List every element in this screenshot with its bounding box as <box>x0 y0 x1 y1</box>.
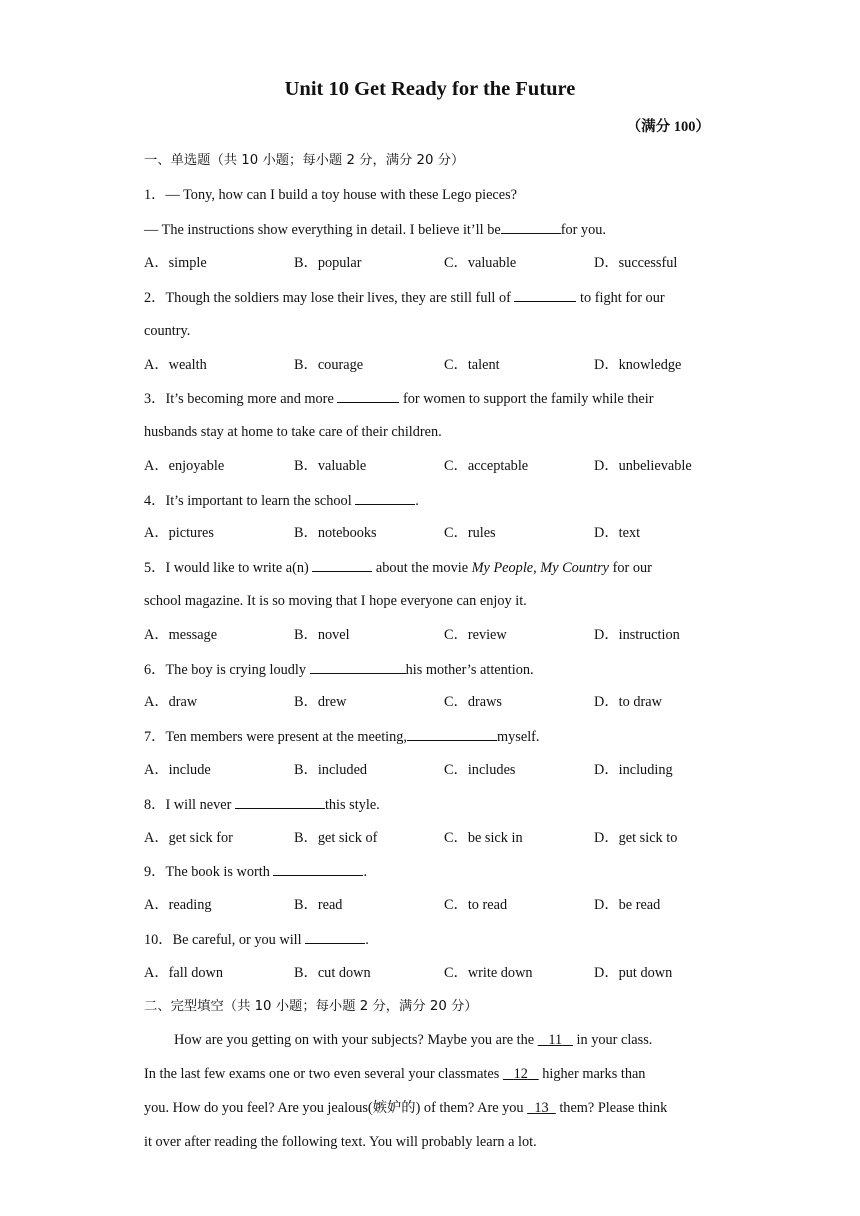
q6-option-d: D．to draw <box>594 694 662 710</box>
q10-option-c: C．write down <box>444 965 533 981</box>
question-1-reply: — The instructions show everything in detail. I believe it’ll be for you. <box>144 218 606 241</box>
q3-option-c: C．acceptable <box>444 458 529 474</box>
q7-option-a: A．include <box>144 762 211 778</box>
answer-blank <box>514 286 576 302</box>
answer-blank <box>235 793 325 809</box>
cloze-passage-line-3: you. How do you feel? Are you jealous(嫉妒的) of them? Are you 13 them? Please think <box>144 1100 668 1116</box>
q9-option-d: D．be read <box>594 897 661 913</box>
q1-option-d: D．successful <box>594 255 678 271</box>
q1-option-b: B．popular <box>294 255 362 271</box>
q5-option-b: B．novel <box>294 627 350 643</box>
question-2-stem-cont: country. <box>144 323 191 339</box>
cloze-passage-line-2: In the last few exams one or two even several your classmates 12 higher marks than <box>144 1066 646 1082</box>
q5-option-a: A．message <box>144 627 218 643</box>
q2-option-a: A．wealth <box>144 357 207 373</box>
question-9-stem: 9．The book is worth . <box>144 860 367 883</box>
question-3-stem-cont: husbands stay at home to take care of their children. <box>144 424 442 440</box>
answer-blank <box>407 725 497 741</box>
q5-option-c: C．review <box>444 627 507 643</box>
q4-option-c: C．rules <box>444 525 496 541</box>
answer-blank <box>501 218 561 234</box>
q5-option-d: D．instruction <box>594 627 680 643</box>
question-8-stem: 8．I will never this style. <box>144 793 380 816</box>
question-10-stem: 10．Be careful, or you will . <box>144 928 369 951</box>
q9-option-c: C．to read <box>444 897 508 913</box>
q7-option-c: C．includes <box>444 762 516 778</box>
q6-option-b: B．drew <box>294 694 347 710</box>
answer-blank <box>337 387 399 403</box>
answer-blank <box>273 860 363 876</box>
full-score-label: （满分 100） <box>626 119 710 135</box>
q4-option-a: A．pictures <box>144 525 214 541</box>
question-2-stem: 2．Though the soldiers may lose their lives, they are still full of to fight for our <box>144 286 665 309</box>
q3-option-b: B．valuable <box>294 458 367 474</box>
q6-option-a: A．draw <box>144 694 198 710</box>
q3-option-a: A．enjoyable <box>144 458 225 474</box>
q6-option-c: C．draws <box>444 694 502 710</box>
q4-option-b: B．notebooks <box>294 525 377 541</box>
question-1-stem: 1．— Tony, how can I build a toy house with these Lego pieces? <box>144 187 518 203</box>
question-4-stem: 4．It’s important to learn the school . <box>144 489 419 512</box>
q9-option-a: A．reading <box>144 897 212 913</box>
answer-blank <box>305 928 365 944</box>
cloze-blank-12: 12 <box>513 1066 528 1082</box>
q1-option-c: C．valuable <box>444 255 517 271</box>
section-heading-multiple-choice: 一、单选题（共 10 小题；每小题 2 分，满分 20 分） <box>144 153 465 168</box>
q10-option-a: A．fall down <box>144 965 224 981</box>
q3-option-d: D．unbelievable <box>594 458 692 474</box>
q8-option-c: C．be sick in <box>444 830 523 846</box>
question-5-stem: 5．I would like to write a(n) about the movie My People, My Country for our <box>144 556 652 579</box>
question-7-stem: 7．Ten members were present at the meeting, myself. <box>144 725 540 748</box>
q7-option-b: B．included <box>294 762 368 778</box>
answer-blank <box>310 658 406 674</box>
section-heading-cloze: 二、完型填空（共 10 小题；每小题 2 分，满分 20 分） <box>144 999 478 1014</box>
cloze-blank-13: 13 <box>534 1100 549 1116</box>
q10-option-b: B．cut down <box>294 965 371 981</box>
q2-option-b: B．courage <box>294 357 364 373</box>
q2-option-d: D．knowledge <box>594 357 682 373</box>
question-5-stem-cont: school magazine. It is so moving that I hope everyone can enjoy it. <box>144 593 527 609</box>
q8-option-a: A．get sick for <box>144 830 233 846</box>
cloze-passage-line-1: How are you getting on with your subjects? Maybe you are the 11 in your class. <box>174 1032 653 1048</box>
q9-option-b: B．read <box>294 897 343 913</box>
q1-option-a: A．simple <box>144 255 207 271</box>
q4-option-d: D．text <box>594 525 641 541</box>
question-6-stem: 6．The boy is crying loudly his mother’s attention. <box>144 658 534 681</box>
cloze-blank-11: 11 <box>548 1032 563 1048</box>
q7-option-d: D．including <box>594 762 673 778</box>
answer-blank <box>355 489 415 505</box>
q8-option-d: D．get sick to <box>594 830 678 846</box>
q10-option-d: D．put down <box>594 965 673 981</box>
cloze-passage-line-4: it over after reading the following text. You will probably learn a lot. <box>144 1134 537 1150</box>
q2-option-c: C．talent <box>444 357 500 373</box>
question-3-stem: 3．It’s becoming more and more for women to support the family while their <box>144 387 654 410</box>
answer-blank <box>312 556 372 572</box>
q8-option-b: B．get sick of <box>294 830 378 846</box>
page-title: Unit 10 Get Ready for the Future <box>284 78 576 100</box>
